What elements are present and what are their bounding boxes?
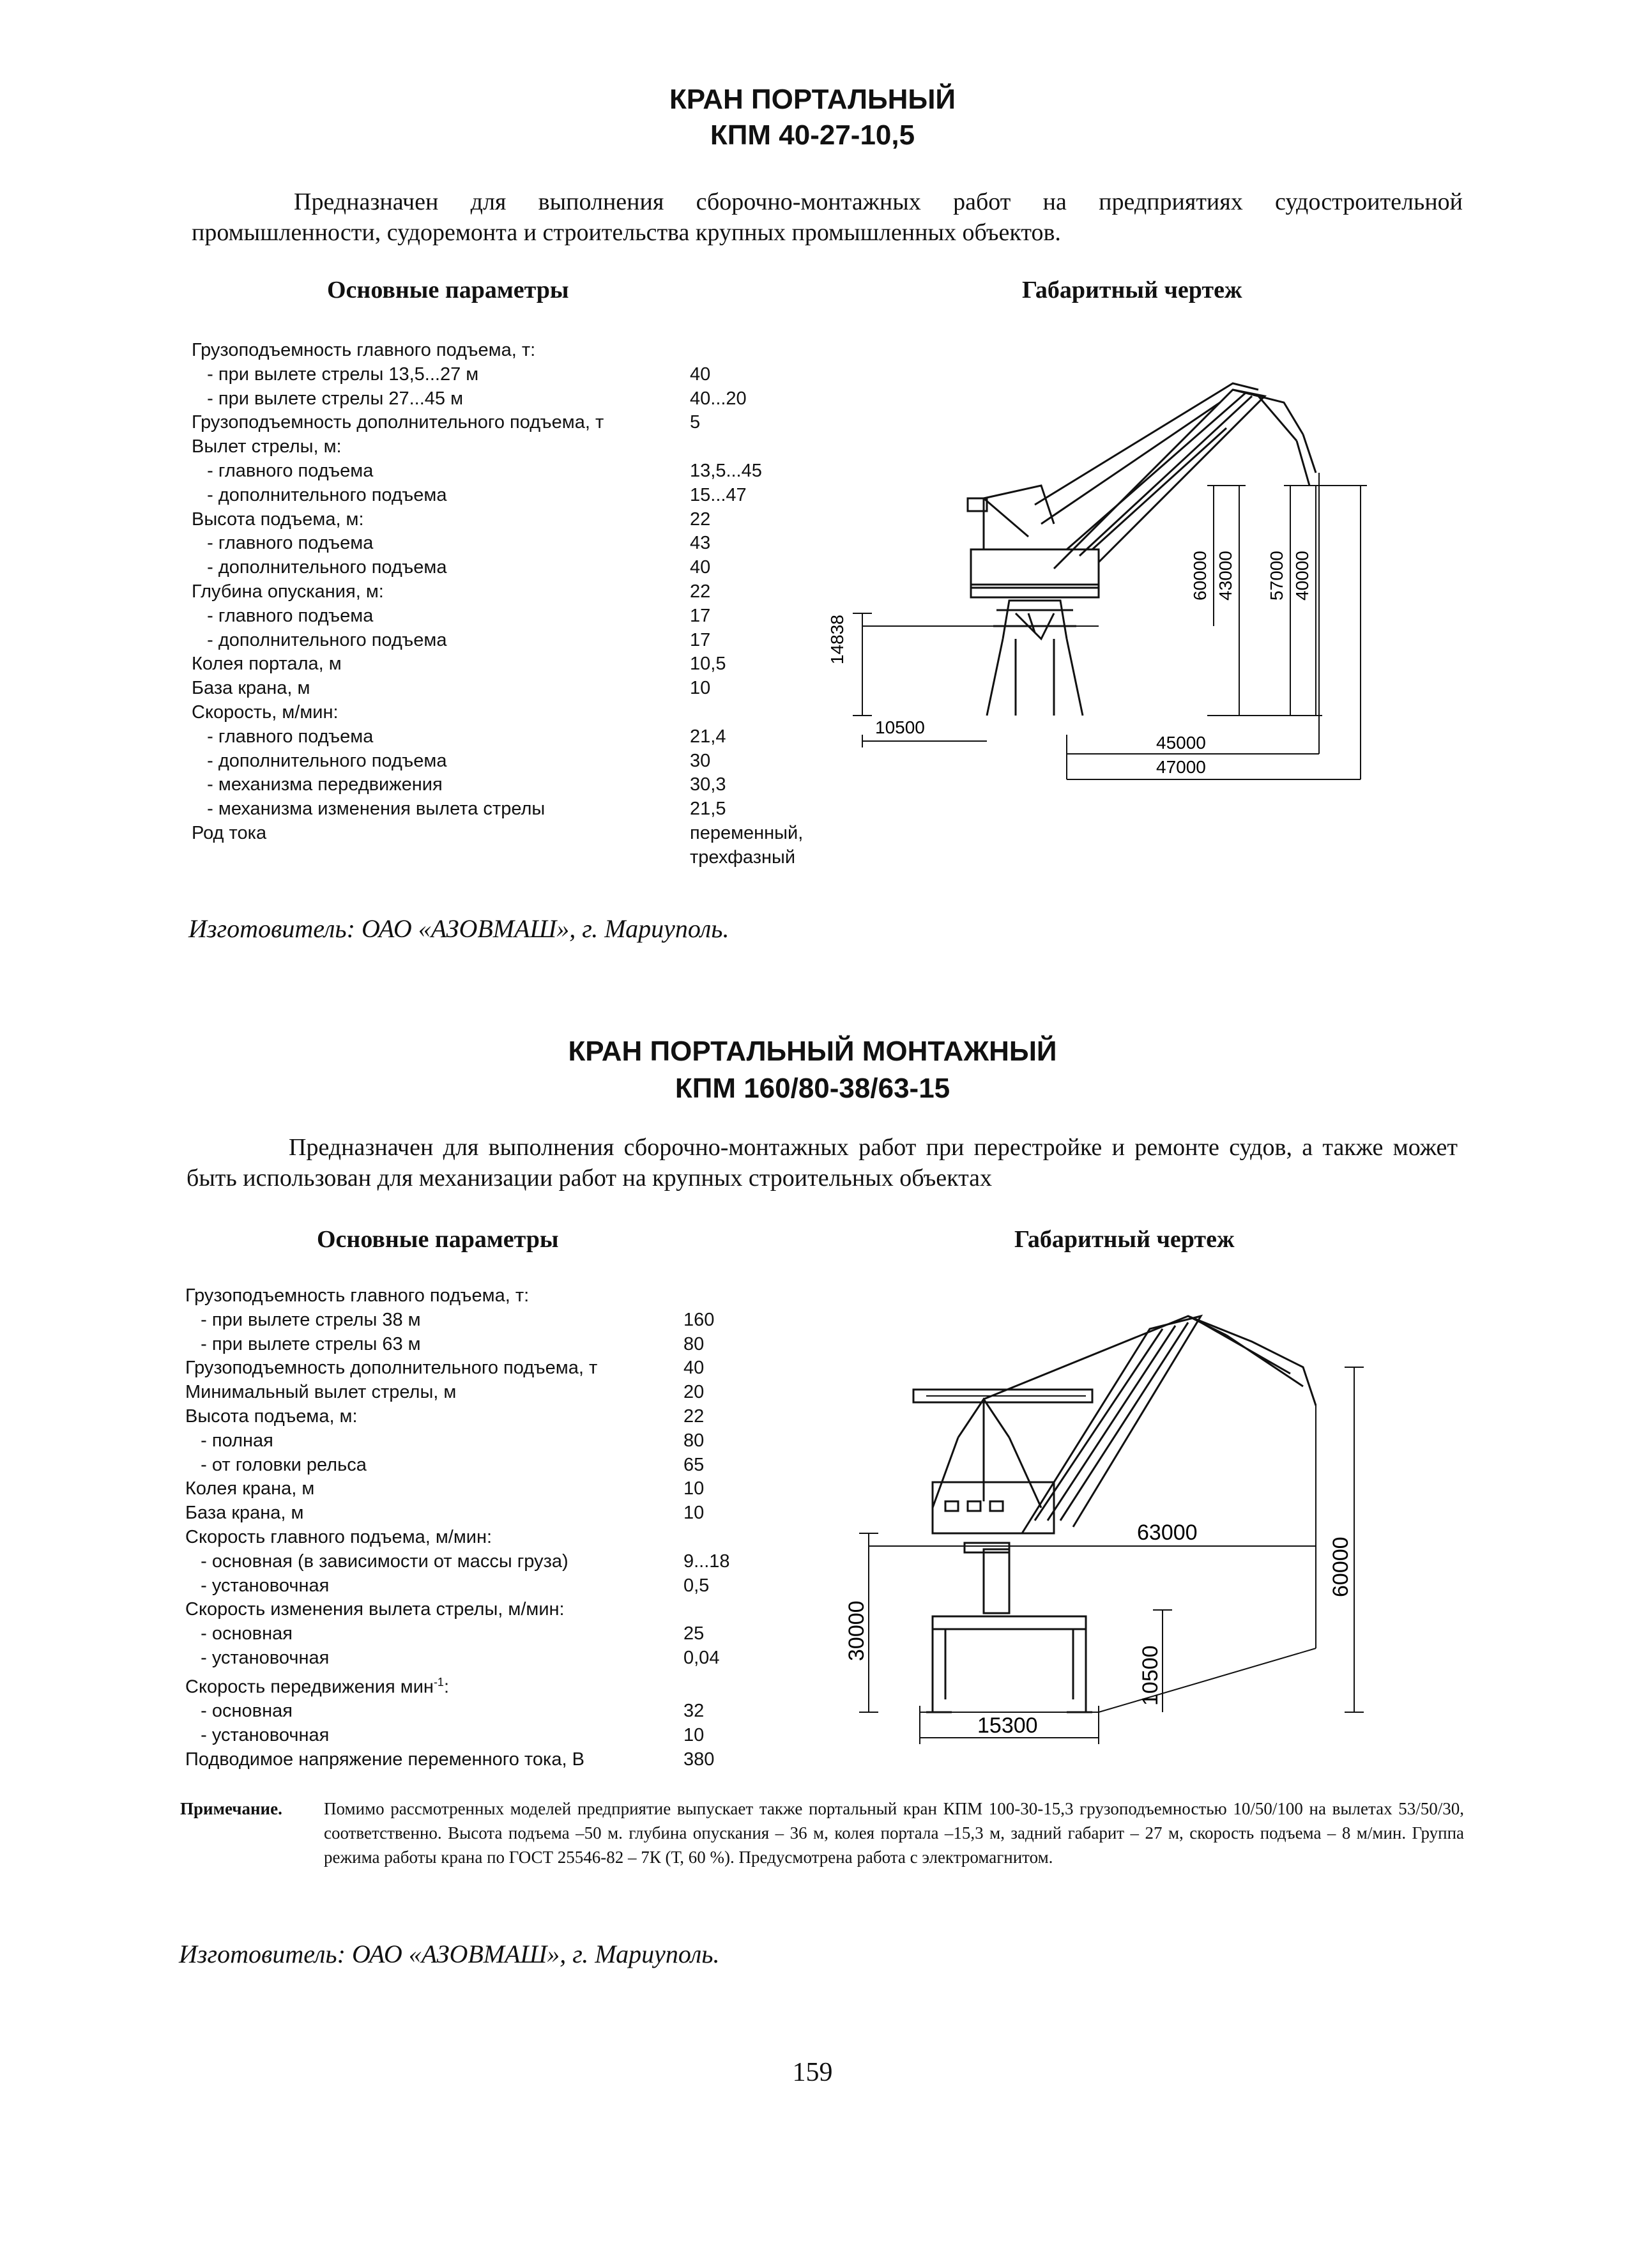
dim-40000: 40000 (1292, 551, 1312, 601)
param-label (185, 1453, 683, 1478)
note-text: Помимо рассмотренных моделей предприятие выпускает также портальный кран КПМ 100-30-15,3 грузоподъемностью 10/50/100 на вылетах 53/50/30, соответственно. Высота подъема –50 м. глубина опускания – 36 м, колея портала –15,3 м, задний габарит – 27 м, скорость подъема – 8 м/мин. Группа режима работы крана по ГОСТ 25546-82 – 7К (Т, 60 %). Предусмотрена работа с электромагнитом. (324, 1799, 1464, 1867)
param-value: 22 (690, 509, 711, 530)
param-row (185, 1501, 856, 1526)
param-value: 20 (683, 1382, 705, 1403)
param-label (185, 1646, 683, 1671)
param-value: 43 (690, 533, 711, 554)
param-value: 40 (683, 1358, 705, 1379)
dim-30000: 30000 (844, 1600, 869, 1661)
crane2-params-table (185, 1284, 856, 1772)
param-label (185, 1381, 683, 1405)
param-label-text: - дополнительного подъема (192, 484, 447, 505)
param-label-text: - при вылете стрелы 27...45 м (192, 388, 464, 409)
param-value: 9...18 (683, 1551, 730, 1572)
param-value: 30 (690, 750, 711, 771)
param-label-text: - главного подъема (192, 605, 374, 626)
crane2-model: КПМ 160/80-38/63-15 (675, 1073, 950, 1104)
param-label-text: База крана, м (192, 678, 310, 699)
param-row (185, 1453, 856, 1478)
param-value: 22 (690, 581, 711, 602)
param-label (185, 1429, 683, 1453)
param-value: 40 (690, 557, 711, 578)
param-row (192, 725, 862, 749)
param-label (192, 652, 690, 677)
boom (1054, 390, 1265, 569)
param-row (192, 435, 862, 459)
param-row (185, 1724, 856, 1748)
param-label (192, 532, 690, 556)
page-number: 159 (792, 2058, 833, 2087)
crane2-params-heading: Основные параметры (317, 1226, 559, 1253)
param-label-text: - установочная (185, 1725, 330, 1745)
param-label-text: Глубина опускания, м: (192, 581, 384, 602)
param-value: 21,5 (690, 799, 726, 820)
param-label (192, 459, 690, 484)
param-row (192, 411, 862, 435)
param-label (192, 484, 690, 508)
param-label (192, 629, 690, 653)
param-label-text: - главного подъема (192, 726, 374, 747)
param-label-text: Высота подъема, м: (192, 509, 364, 530)
param-row (192, 749, 862, 774)
param-value: 22 (683, 1406, 705, 1427)
param-value: 5 (690, 412, 701, 433)
crane1-description: Предназначен для выполнения сборочно-монтажных работ на предприятиях судостроительной промышленности, судоремонта и строительства крупных промышленных объектов. (192, 188, 1463, 246)
param-label (192, 435, 690, 459)
param-label (185, 1405, 683, 1429)
param-label (185, 1308, 683, 1333)
param-label (192, 797, 690, 822)
param-label-text: - основная (в зависимости от массы груза) (185, 1551, 568, 1572)
param-row (185, 1550, 856, 1574)
param-row (192, 459, 862, 484)
param-label-text: - при вылете стрелы 63 м (185, 1333, 421, 1354)
param-label-text: - дополнительного подъема (192, 557, 447, 578)
param-row (192, 846, 862, 870)
crane1-params-table (192, 339, 862, 870)
param-label (192, 701, 690, 725)
param-row (185, 1622, 856, 1646)
param-label (185, 1477, 683, 1501)
param-label (185, 1526, 683, 1550)
param-row (192, 822, 862, 846)
param-row (192, 629, 862, 653)
param-row (185, 1574, 856, 1598)
param-label (185, 1598, 683, 1622)
param-label-text: - механизма изменения вылета стрелы (192, 799, 545, 820)
param-row (192, 387, 862, 411)
param-label-text: Грузоподъемность дополнительного подъема, т (192, 412, 604, 433)
param-label-text: - главного подъема (192, 460, 374, 481)
param-label (192, 411, 690, 435)
param-row (185, 1284, 856, 1308)
param-value: 380 (683, 1749, 715, 1770)
param-row (185, 1477, 856, 1501)
param-row (185, 1356, 856, 1381)
param-label-text: - дополнительного подъема (192, 750, 447, 771)
param-value: 25 (683, 1623, 705, 1644)
dim-10500: 10500 (1138, 1645, 1163, 1706)
param-label-text: Колея крана, м (185, 1478, 315, 1499)
param-value: 15...47 (690, 484, 747, 505)
machine-house (933, 1482, 1054, 1533)
crane2-maker: Изготовитель: ОАО «АЗОВМАШ», г. Мариуполь. (179, 1940, 720, 1968)
param-row (185, 1405, 856, 1429)
param-value: 80 (683, 1333, 705, 1354)
param-row (185, 1748, 856, 1772)
crane1-model: КПМ 40-27-10,5 (710, 119, 915, 151)
param-label-text: - полная (185, 1430, 273, 1451)
param-row (185, 1646, 856, 1671)
param-row (192, 701, 862, 725)
param-value: 13,5...45 (690, 460, 762, 481)
param-value: 40 (690, 364, 711, 385)
param-label (185, 1671, 683, 1699)
param-label-sup: -1 (433, 1675, 444, 1689)
param-label (192, 556, 690, 580)
param-label (192, 773, 690, 797)
dim-10500: 10500 (875, 717, 925, 737)
param-value: 65 (683, 1454, 705, 1475)
param-label-text: Высота подъема, м: (185, 1406, 358, 1427)
param-label-text: Скорость изменения вылета стрелы, м/мин: (185, 1599, 565, 1620)
param-value: 40...20 (690, 388, 747, 409)
param-row (185, 1308, 856, 1333)
param-row (185, 1598, 856, 1622)
crane1-maker: Изготовитель: ОАО «АЗОВМАШ», г. Мариуполь. (188, 914, 729, 943)
param-row (185, 1429, 856, 1453)
param-row (185, 1333, 856, 1357)
param-value: 10 (683, 1503, 705, 1524)
param-value: 160 (683, 1309, 715, 1330)
param-row (192, 532, 862, 556)
param-value: 17 (690, 629, 711, 650)
crane2-description: Предназначен для выполнения сборочно-монтажных работ при перестройке и ремонте судов, а также может быть использован для механизации работ на крупных строительных объектах (187, 1134, 1458, 1191)
param-label-text: - главного подъема (192, 533, 374, 554)
param-label-text: - от головки рельса (185, 1454, 367, 1475)
param-row (192, 339, 862, 363)
param-value: 80 (683, 1430, 705, 1451)
param-label-text: Грузоподъемность дополнительного подъема, т (185, 1358, 598, 1379)
param-value: 10 (683, 1478, 705, 1499)
param-value: 32 (683, 1701, 705, 1722)
param-label-text: Подводимое напряжение переменного тока, В (185, 1749, 584, 1770)
param-label-text: Вылет стрелы, м: (192, 436, 342, 457)
param-value: 10 (690, 678, 711, 699)
dim-45000: 45000 (1156, 733, 1206, 753)
param-label-text: Грузоподъемность главного подъема, т: (192, 340, 536, 360)
crane2-drawing (830, 1291, 1380, 1751)
dim-14838: 14838 (827, 615, 847, 664)
param-label-text: База крана, м (185, 1503, 304, 1524)
param-value: переменный, (690, 822, 804, 843)
param-label-text: - основная (185, 1623, 293, 1644)
param-label (185, 1622, 683, 1646)
param-label (185, 1748, 683, 1772)
param-label-text: - при вылете стрелы 13,5...27 м (192, 364, 479, 385)
param-row (192, 652, 862, 677)
param-label (192, 846, 690, 870)
param-row (185, 1526, 856, 1550)
crane1-drawing-heading: Габаритный чертеж (1022, 277, 1242, 303)
param-value: 17 (690, 605, 711, 626)
dim-15300: 15300 (977, 1713, 1038, 1738)
param-label-text: Скорость передвижения мин (185, 1676, 434, 1697)
param-label-tail: : (443, 1676, 450, 1697)
param-label-text: Грузоподъемность главного подъема, т: (185, 1285, 530, 1306)
crane2-drawing-heading: Габаритный чертеж (1014, 1226, 1235, 1253)
crane1-params-heading: Основные параметры (327, 277, 569, 303)
param-label-text: - дополнительного подъема (192, 629, 447, 650)
param-row (192, 604, 862, 629)
param-label-text: - основная (185, 1701, 293, 1722)
param-value: 0,04 (683, 1647, 720, 1668)
dim-60000: 60000 (1329, 1536, 1353, 1597)
param-label (192, 725, 690, 749)
param-label-text: Минимальный вылет стрелы, м (185, 1382, 457, 1403)
crane2-title: КРАН ПОРТАЛЬНЫЙ МОНТАЖНЫЙ (568, 1036, 1057, 1067)
param-label-text: Скорость, м/мин: (192, 701, 339, 723)
param-label (185, 1550, 683, 1574)
param-label (185, 1724, 683, 1748)
param-value: 10,5 (690, 654, 726, 675)
param-label (192, 339, 690, 363)
param-value: 10 (683, 1725, 705, 1745)
portal-frame (933, 1616, 1086, 1629)
param-label (192, 604, 690, 629)
param-label (192, 822, 690, 846)
param-label (185, 1699, 683, 1724)
param-row (192, 484, 862, 508)
param-value: трехфазный (690, 847, 796, 868)
dim-43000: 43000 (1216, 551, 1235, 601)
param-label (192, 749, 690, 774)
param-label (185, 1574, 683, 1598)
note-label: Примечание. (180, 1799, 282, 1818)
dim-47000: 47000 (1156, 757, 1206, 777)
crane1-drawing (824, 358, 1437, 792)
param-row (192, 556, 862, 580)
param-label (185, 1284, 683, 1308)
param-value: 0,5 (683, 1575, 710, 1596)
param-row (185, 1381, 856, 1405)
param-label-text: Род тока (192, 822, 267, 843)
param-label-text: Колея портала, м (192, 654, 342, 675)
param-row (185, 1699, 856, 1724)
crane1-title: КРАН ПОРТАЛЬНЫЙ (669, 84, 956, 115)
param-label (185, 1501, 683, 1526)
param-value: 30,3 (690, 774, 726, 795)
param-row (192, 797, 862, 822)
param-label (192, 387, 690, 411)
param-label-text: Скорость главного подъема, м/мин: (185, 1526, 492, 1547)
param-label (185, 1333, 683, 1357)
param-row (192, 773, 862, 797)
param-row (192, 580, 862, 604)
param-label-text: - установочная (185, 1647, 330, 1668)
param-label (185, 1356, 683, 1381)
param-label-text: - механизма передвижения (192, 774, 443, 795)
param-label-text: - установочная (185, 1575, 330, 1596)
param-row (192, 508, 862, 532)
dim-63000: 63000 (1137, 1521, 1198, 1545)
param-label (192, 363, 690, 387)
crane2-note (180, 1797, 1464, 1869)
param-label (192, 580, 690, 604)
param-label-text: - при вылете стрелы 38 м (185, 1309, 421, 1330)
param-label (192, 677, 690, 701)
param-row (192, 363, 862, 387)
param-row (192, 677, 862, 701)
param-label (192, 508, 690, 532)
dim-60000: 60000 (1190, 551, 1210, 601)
dim-57000: 57000 (1267, 551, 1286, 601)
param-row (185, 1671, 856, 1699)
param-value: 21,4 (690, 726, 726, 747)
